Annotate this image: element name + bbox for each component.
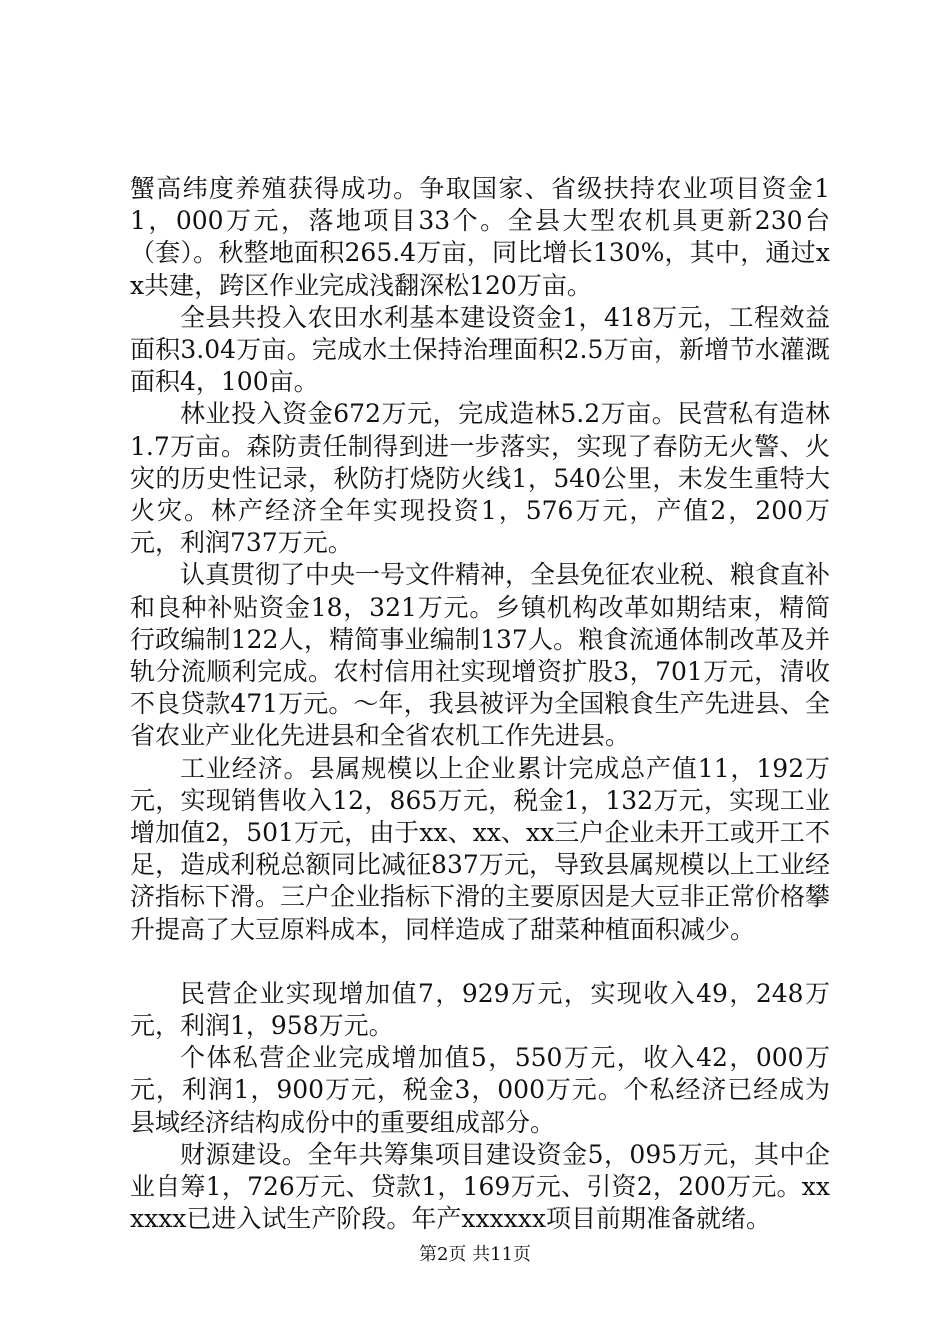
paragraph-water-conservancy: 全县共投入农田水利基本建设资金1，418万元，工程效益面积3.04万亩。完成水土保持治理面积2.5万亩，新增节水灌溉面积4，100亩。 bbox=[130, 302, 830, 397]
document-body bbox=[130, 173, 830, 1236]
page-number-footer: 第2页 共11页 bbox=[418, 1244, 532, 1265]
paragraph-industrial-economy: 工业经济。县属规模以上企业累计完成总产值11，192万元，实现销售收入12，865万元，税金1，132万元，实现工业增加值2，501万元，由于xx、xx、xx三户企业未开工或开工不足，造成利税总额同比减征837万元，导致县属规模以上工业经济指标下滑。三户企业指标下滑的主要原因是大豆非正常价格攀升提高了大豆原料成本，同样造成了甜菜种植面积减少。 bbox=[130, 753, 831, 944]
paragraph-individual-enterprise: 个体私营企业完成增加值5，550万元，收入42，000万元，利润1，900万元，税金3，000万元。个私经济已经成为县域经济结构成份中的重要组成部分。 bbox=[130, 1043, 830, 1137]
paragraph-forestry: 林业投入资金672万元，完成造林5.2万亩。民营私有造林1.7万亩。森防责任制得到进一步落实，实现了春防无火警、火灾的历史性记录，秋防打烧防火线1，540公里，未发生重特大火灾。林产经济全年实现投资1，576万元，产值2，200万元，利润737万元。 bbox=[130, 399, 830, 558]
paragraph-agriculture-continued: 蟹高纬度养殖获得成功。争取国家、省级扶持农业项目资金11，000万元，落地项目33个。全县大型农机具更新230台（套）。秋整地面积265.4万亩，同比增长130%，其中，通过xx共建，跨区作业完成浅翻深松120万亩。 bbox=[130, 174, 830, 300]
paragraph-financial-construction: 财源建设。全年共筹集项目建设资金5，095万元，其中企业自筹1，726万元、贷款1，169万元、引资2，200万元。xxxxxx已进入试生产阶段。年产xxxxxx项目前期准备就绪。 bbox=[130, 1139, 830, 1234]
paragraph-private-enterprise: 民营企业实现增加值7，929万元，实现收入49，248万元，利润1，958万元。 bbox=[130, 978, 830, 1041]
paragraph-policy: 认真贯彻了中央一号文件精神，全县免征农业税、粮食直补和良种补贴资金18，321万元。乡镇机构改革如期结束，精简行政编制122人，精简事业编制137人。粮食流通体制改革及并轨分流顺利完成。农村信用社实现增资扩股3，701万元，清收不良贷款471万元。～年，我县被评为全国粮食生产先进县、全省农业产业化先进县和全省农机工作先进县。 bbox=[130, 560, 831, 751]
